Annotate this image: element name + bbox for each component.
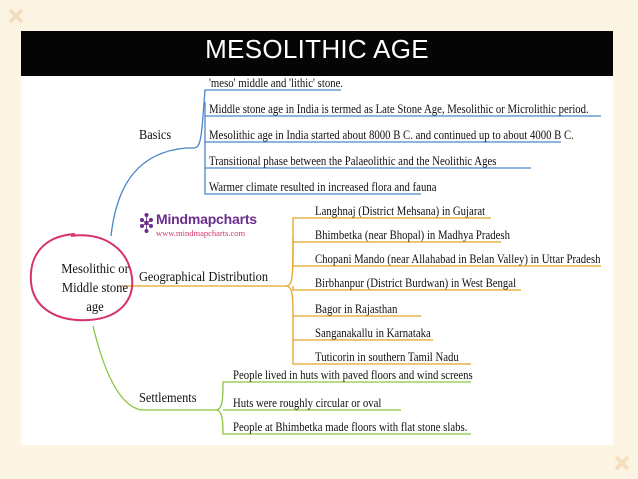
branch-label-basics: Basics (139, 128, 172, 143)
settlements-item-1: People lived in huts with paved floors and wind screens (233, 368, 473, 382)
center-node (54, 260, 137, 317)
branch-label-settlements: Settlements (139, 391, 197, 406)
settlements-item-2: Huts were roughly circular or oval (233, 396, 382, 410)
settlements-item-3: People at Bhimbetka made floors with flat stone slabs. (233, 420, 468, 434)
center-line-2: Middle stone age (61, 281, 129, 315)
geo-item-4: Birbhanpur (District Burdwan) in West Bengal (315, 276, 517, 290)
center-line-1: Mesolithic or (61, 262, 129, 277)
geo-item-3: Chopani Mando (near Allahabad in Belan Valley) in Uttar Pradesh (315, 252, 601, 266)
geo-item-6: Sanganakallu in Karnataka (315, 326, 431, 340)
logo-url: www.mindmapcharts.com (156, 228, 246, 238)
geo-item-2: Bhimbetka (near Bhopal) in Madhya Pradesh (315, 228, 510, 242)
logo-name: Mindmapcharts (156, 211, 257, 227)
mindmap-logo-icon (139, 212, 154, 234)
branch-label-geo: Geographical Distribution (139, 270, 268, 285)
geo-item-1: Langhnaj (District Mehsana) in Gujarat (315, 204, 486, 218)
basics-item-5: Warmer climate resulted in increased flora and fauna (209, 180, 437, 194)
geo-item-5: Bagor in Rajasthan (315, 302, 398, 316)
basics-item-2: Middle stone age in India is termed as Late Stone Age, Mesolithic or Microlithic period. (209, 102, 589, 116)
basics-item-4: Transitional phase between the Palaeolithic and the Neolithic Ages (209, 154, 497, 168)
title-bar (21, 31, 613, 76)
basics-item-1: 'meso' middle and 'lithic' stone. (209, 76, 344, 90)
mindmap-image (21, 76, 613, 445)
slide-title: MESOLITHIC AGE (205, 34, 429, 64)
basics-item-3: Mesolithic age in India started about 8000 B C. and continued up to about 4000 B C. (209, 128, 574, 142)
geo-item-7: Tuticorin in southern Tamil Nadu (315, 350, 459, 364)
